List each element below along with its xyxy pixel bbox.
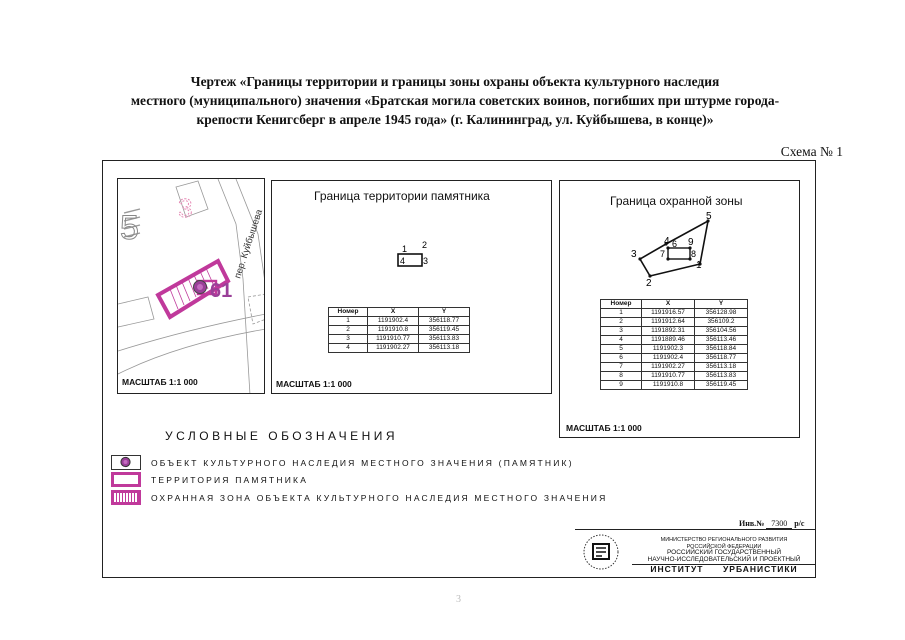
object-circle-icon	[111, 455, 141, 470]
legend-item-object	[111, 454, 574, 471]
zone-hatch-icon	[111, 490, 141, 505]
cell: 356113.18	[695, 363, 748, 372]
col-y: Y	[695, 300, 748, 309]
cell: 356113.18	[419, 344, 470, 353]
cell: 1191889.46	[642, 336, 695, 345]
cell: 1191902.4	[642, 354, 695, 363]
cell: 5	[601, 345, 642, 354]
cell: 1191910.77	[642, 372, 695, 381]
legend-label: ОБЪЕКТ КУЛЬТУРНОГО НАСЛЕДИЯ МЕСТНОГО ЗНАЧЕНИЯ (ПАМЯТНИК)	[151, 457, 574, 468]
point-label-5: 5	[706, 211, 712, 222]
cell: 7	[601, 363, 642, 372]
object-number: 61	[210, 280, 233, 302]
cell: 1191910.8	[368, 326, 419, 335]
point-label-2: 2	[646, 278, 652, 289]
zone-scale: МАСШТАБ 1:1 000	[566, 423, 642, 433]
cell: 356118.77	[695, 354, 748, 363]
table-header-row	[601, 300, 748, 309]
org-line-4: НАУЧНО-ИССЛЕДОВАТЕЛЬСКИЙ И ПРОЕКТНЫЙ	[647, 555, 801, 563]
cell: 356109.2	[695, 318, 748, 327]
cell: 356113.83	[419, 335, 470, 344]
legend-title: УСЛОВНЫЕ ОБОЗНАЧЕНИЯ	[165, 429, 399, 443]
cell: 1191916.57	[642, 309, 695, 318]
legend-label: ТЕРРИТОРИЯ ПАМЯТНИКА	[151, 474, 309, 485]
table-row	[601, 336, 748, 345]
table-row	[601, 381, 748, 390]
cell: 6	[601, 354, 642, 363]
stamp-divider	[575, 529, 815, 530]
cell: 356118.77	[419, 317, 470, 326]
col-y: Y	[419, 308, 470, 317]
cell: 356119.45	[419, 326, 470, 335]
legend-item-zone	[111, 489, 607, 506]
point-label-1: 1	[696, 260, 702, 271]
point-label-4: 4	[664, 236, 670, 247]
table-row	[329, 335, 470, 344]
organization-block	[632, 537, 816, 563]
title-line-3: крепости Кенигсберг в апреле 1945 года» (г. Калининград, ул. Куйбышева, в конце)»	[196, 112, 714, 127]
zone-panel	[559, 180, 800, 438]
cell: 4	[329, 344, 368, 353]
building-outline	[248, 294, 265, 324]
zone-plan	[630, 211, 740, 291]
cell: 1191892.31	[642, 327, 695, 336]
cell: 1191902.3	[642, 345, 695, 354]
cell: 4	[601, 336, 642, 345]
cell: 356118.84	[695, 345, 748, 354]
cell: 1191902.4	[368, 317, 419, 326]
territory-scale: МАСШТАБ 1:1 000	[276, 379, 352, 389]
cell: 2	[601, 318, 642, 327]
org-name-right: УРБАНИСТИКИ	[723, 564, 798, 574]
table-row	[329, 317, 470, 326]
table-row	[329, 326, 470, 335]
scheme-label: Схема № 1	[780, 144, 843, 159]
institute-logo-icon	[578, 532, 624, 572]
inventory-prefix: Инв.№	[739, 519, 765, 528]
point-label-1: 1	[402, 244, 408, 254]
legend-label: ОХРАННАЯ ЗОНА ОБЪЕКТА КУЛЬТУРНОГО НАСЛЕДИЯ МЕСТНОГО ЗНАЧЕНИЯ	[151, 492, 608, 503]
point-label-8: 8	[691, 249, 697, 259]
zone-title: Граница охранной зоны	[610, 194, 743, 208]
title-line-2: местного (муниципального) значения «Братская могила советских воинов, погибших при штурме города-	[130, 93, 780, 108]
map-drawing	[118, 179, 265, 394]
road-curve	[118, 329, 265, 374]
cell: 356128.98	[695, 309, 748, 318]
col-x: X	[368, 308, 419, 317]
block-number-5: 5	[120, 209, 139, 247]
building-outline	[118, 297, 154, 327]
table-row	[601, 327, 748, 336]
point-label-3: 3	[423, 256, 429, 266]
cell: 356113.83	[695, 372, 748, 381]
table-row	[329, 344, 470, 353]
inventory-value: 7300	[766, 519, 792, 529]
point-label-2: 2	[422, 240, 428, 250]
page-number: 3	[456, 594, 461, 605]
point-label-4: 4	[400, 256, 406, 266]
territory-plan	[382, 233, 462, 293]
org-name-left: ИНСТИТУТ	[650, 564, 704, 574]
table-row	[601, 345, 748, 354]
org-line-1: МИНИСТЕРСТВО РЕГИОНАЛЬНОГО РАЗВИТИЯ	[660, 537, 788, 543]
territory-title: Граница территории памятника	[314, 189, 490, 203]
point-label-9: 9	[688, 237, 694, 248]
cell: 9	[601, 381, 642, 390]
table-row	[601, 372, 748, 381]
cell: 1	[329, 317, 368, 326]
cell: 1191902.27	[368, 344, 419, 353]
inventory-suffix: р/с	[794, 519, 805, 528]
block-number-3: 3	[178, 193, 193, 223]
cell: 356119.45	[695, 381, 748, 390]
cell: 356113.46	[695, 336, 748, 345]
table-row	[601, 363, 748, 372]
table-row	[601, 309, 748, 318]
point-label-3: 3	[631, 249, 637, 260]
table-row	[601, 318, 748, 327]
point-label-6: 6	[672, 239, 678, 249]
cell: 3	[329, 335, 368, 344]
cell: 2	[329, 326, 368, 335]
table-header-row	[329, 308, 470, 317]
cell: 1191910.77	[368, 335, 419, 344]
cell: 1	[601, 309, 642, 318]
cell: 1191912.64	[642, 318, 695, 327]
zone-coords-table	[600, 299, 748, 390]
territory-outline-icon	[111, 472, 141, 487]
table-row	[601, 354, 748, 363]
org-line-3: РОССИЙСКИЙ ГОСУДАРСТВЕННЫЙ	[666, 549, 782, 557]
territory-coords-table	[328, 307, 470, 353]
cell: 356104.56	[695, 327, 748, 336]
drawing-title	[60, 72, 850, 129]
legend-item-territory	[111, 471, 308, 488]
map-scale: МАСШТАБ 1:1 000	[122, 377, 198, 387]
street-label: пер. Куйбышева	[232, 208, 266, 280]
cell: 3	[601, 327, 642, 336]
org-line-2: РОССИЙСКОЙ ФЕДЕРАЦИИ	[686, 543, 762, 550]
cell: 8	[601, 372, 642, 381]
title-line-1: Чертеж «Границы территории и границы зоны охраны объекта культурного наследия	[190, 74, 720, 89]
cell: 1191902.27	[642, 363, 695, 372]
organization-name	[632, 566, 816, 575]
inner-territory	[668, 248, 690, 259]
map-panel	[117, 178, 265, 394]
point-label-7: 7	[660, 249, 666, 259]
col-x: X	[642, 300, 695, 309]
cell: 1191910.8	[642, 381, 695, 390]
territory-panel	[271, 180, 552, 394]
col-number: Номер	[329, 308, 368, 317]
col-number: Номер	[601, 300, 642, 309]
inventory-number	[739, 519, 804, 529]
